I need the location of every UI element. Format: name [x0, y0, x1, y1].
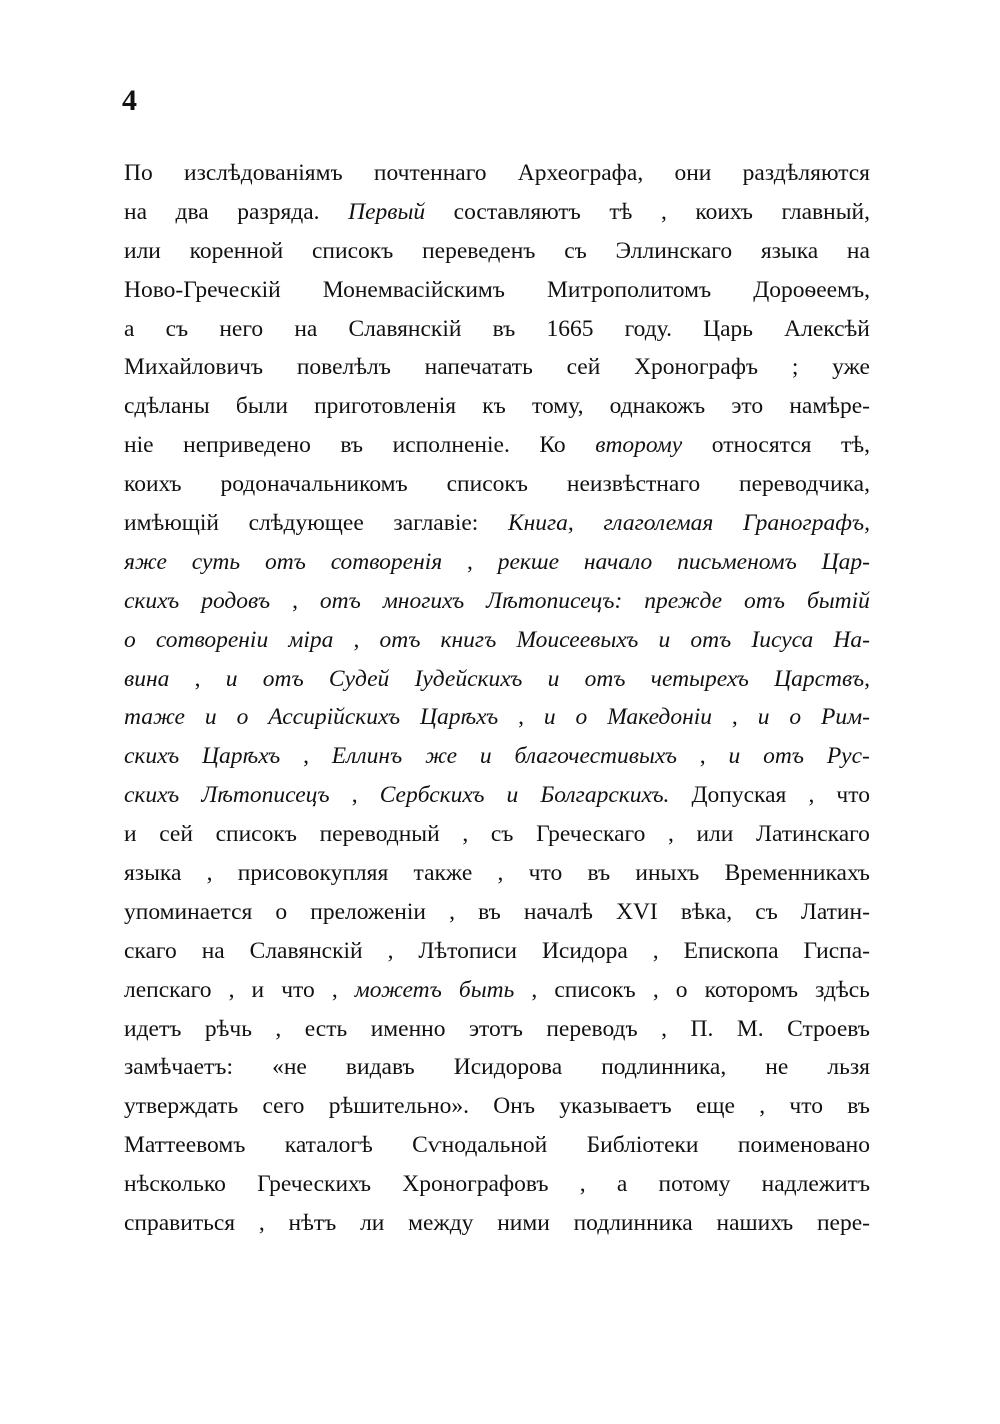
word: раздѣляются — [742, 160, 870, 186]
word: и — [506, 782, 519, 809]
word: Болгарскихъ. — [540, 782, 670, 809]
word: начало — [583, 548, 653, 575]
word: XVI — [615, 898, 658, 925]
word: скаго — [124, 937, 177, 964]
word: отъ — [264, 548, 306, 575]
word: сотворенія — [330, 548, 443, 575]
text-line — [124, 1204, 870, 1243]
text-line — [124, 193, 870, 232]
word: , — [699, 743, 706, 770]
word: , — [497, 860, 504, 887]
word: и — [225, 665, 238, 692]
word: сотвореніи — [155, 626, 269, 653]
word: Латин- — [800, 898, 870, 925]
text-line — [124, 621, 870, 660]
word: родовъ — [201, 587, 271, 614]
word: на — [846, 237, 870, 264]
word: Рим- — [821, 704, 870, 731]
word: Іисуса — [751, 626, 814, 653]
word: Гиспа- — [803, 937, 870, 964]
word: тѣ — [609, 198, 633, 225]
word: Греческихъ — [257, 1171, 372, 1198]
word: это — [731, 393, 764, 420]
word: коихъ — [124, 471, 182, 498]
word: , — [467, 548, 473, 575]
word: намѣре- — [789, 393, 870, 420]
word: отъ — [319, 587, 361, 614]
word: преложеніи — [310, 898, 426, 925]
word: относятся — [711, 432, 812, 459]
word: Судей — [328, 665, 390, 692]
word: сего — [262, 1093, 305, 1120]
word: книгъ — [440, 626, 497, 653]
word: яже — [124, 548, 167, 575]
word: исполненіе. — [392, 432, 510, 459]
word: можетъ — [354, 976, 442, 1003]
word: и — [204, 704, 217, 731]
word: , — [667, 821, 674, 848]
word: , — [449, 898, 455, 925]
word: , — [731, 704, 738, 731]
word: На- — [833, 626, 870, 653]
word: скихъ — [124, 782, 180, 809]
word: Лѣтописи — [418, 937, 517, 964]
word: ; — [791, 354, 799, 381]
word: Славянскій — [348, 315, 462, 342]
word: не — [765, 1054, 789, 1081]
word: , — [808, 782, 815, 809]
word: П. — [690, 1015, 714, 1042]
word: рѣшительно». — [328, 1093, 469, 1120]
word: именно — [370, 1015, 446, 1042]
word: указываетъ — [559, 1093, 672, 1120]
word: на — [124, 198, 148, 225]
word: списокъ — [446, 471, 528, 498]
word: него — [219, 315, 264, 342]
word: также — [413, 860, 473, 887]
word: Гранографъ, — [742, 510, 870, 537]
word: еще — [695, 1093, 735, 1120]
word: о — [236, 704, 249, 731]
text-line — [124, 1087, 870, 1126]
word: каталогѣ — [284, 1132, 373, 1159]
word: здѣсь — [815, 976, 870, 1003]
word: 1665 — [546, 315, 594, 342]
word: упоминается — [124, 898, 253, 925]
word: Монемвасійскимъ — [322, 276, 505, 303]
word: о — [675, 976, 688, 1003]
word: Алексѣй — [784, 315, 870, 342]
word: Эллинскаго — [615, 237, 733, 264]
word: и — [728, 743, 741, 770]
word: сдѣланы — [124, 393, 210, 420]
word: Сѵнодальной — [412, 1132, 548, 1159]
text-line — [124, 893, 870, 932]
word: подлинника — [573, 1210, 693, 1237]
word: Археографа, — [517, 160, 644, 186]
word: на — [294, 315, 318, 342]
word: міра — [288, 626, 334, 653]
word: присовокупляя — [237, 860, 389, 887]
word: и — [543, 704, 556, 731]
word: переводный — [319, 821, 440, 848]
word: благочестивыхъ — [514, 743, 677, 770]
word: М. — [736, 1015, 764, 1042]
word: съ — [165, 315, 189, 342]
word: Михайловичъ — [124, 354, 264, 381]
word: , — [652, 976, 659, 1003]
word: приготовленія — [314, 393, 457, 420]
word: языка — [124, 860, 182, 887]
text-line — [124, 815, 870, 854]
word: скихъ — [124, 587, 180, 614]
word: главный, — [781, 198, 870, 225]
text-line — [124, 426, 870, 465]
text-line — [124, 1165, 870, 1204]
word: которомъ — [704, 976, 799, 1003]
word: въ — [847, 1093, 870, 1120]
word: о — [124, 626, 136, 653]
text-line — [124, 154, 870, 193]
word: изслѣдованіямъ — [184, 160, 343, 186]
word: языка — [760, 237, 819, 264]
word: Митрополитомъ — [547, 276, 712, 303]
word: утверждать — [124, 1093, 239, 1120]
word: и — [479, 743, 492, 770]
word: Рус- — [826, 743, 870, 770]
word: , — [531, 976, 538, 1003]
word: тому, — [532, 393, 584, 420]
word: а — [124, 315, 135, 342]
word: Царѣхъ — [202, 743, 281, 770]
text-line — [124, 348, 870, 387]
word: Ассирійскихъ — [268, 704, 401, 731]
word: таже — [124, 704, 185, 731]
word: идетъ — [124, 1015, 182, 1042]
word: «не — [272, 1054, 307, 1081]
word: вѣка, — [680, 898, 733, 925]
word: коихъ — [695, 198, 753, 225]
word: Македоніи — [607, 704, 713, 731]
word: Маттеевомъ — [124, 1132, 246, 1159]
text-line — [124, 698, 870, 737]
word: Дороѳеемъ, — [753, 276, 870, 303]
word: слѣдующее — [248, 510, 364, 537]
word: началѣ — [523, 898, 593, 925]
word: на — [201, 937, 225, 964]
word: , — [579, 1171, 586, 1198]
word: или — [124, 237, 161, 264]
word: они — [674, 160, 712, 186]
word: неизвѣстнаго — [566, 471, 701, 498]
word: быть — [458, 976, 515, 1003]
word: переведенъ — [422, 237, 536, 264]
body-text — [124, 154, 870, 1243]
word: же — [425, 743, 458, 770]
word: подлинника, — [601, 1054, 727, 1081]
word: вина — [124, 665, 170, 692]
word: Онъ — [493, 1093, 535, 1120]
word: лепскаго — [124, 976, 212, 1003]
text-line — [124, 1126, 870, 1165]
text-line — [124, 1048, 870, 1087]
word: , — [387, 937, 394, 964]
text-line — [124, 854, 870, 893]
word: переводъ — [546, 1015, 638, 1042]
word: потому — [658, 1171, 731, 1198]
word: справиться — [124, 1210, 236, 1237]
word: , — [660, 198, 667, 225]
word: сей — [159, 821, 193, 848]
word: списокъ — [215, 821, 297, 848]
word: что — [789, 1093, 823, 1120]
text-line — [124, 465, 870, 504]
word: и — [251, 976, 265, 1003]
word: что — [836, 782, 870, 809]
word: , — [661, 1015, 668, 1042]
text-line — [124, 232, 870, 271]
word: о — [575, 704, 588, 731]
word: имѣющій — [124, 510, 219, 537]
word: Царствъ, — [774, 665, 870, 692]
word: поименовано — [737, 1132, 870, 1159]
text-line — [124, 387, 870, 426]
word: Книга, — [507, 510, 574, 537]
word: иныхъ — [635, 860, 700, 887]
word: , — [303, 743, 309, 770]
text-line — [124, 310, 870, 349]
word: , — [331, 976, 338, 1003]
word: Исидорова — [453, 1054, 563, 1081]
word: отъ — [690, 626, 732, 653]
text-line — [124, 932, 870, 971]
word: два — [175, 198, 209, 225]
word: ніе — [124, 432, 154, 459]
word: , — [228, 976, 235, 1003]
word: Лѣтописецъ: — [486, 587, 623, 614]
word: Царь — [703, 315, 753, 342]
word: Строевъ — [787, 1015, 870, 1042]
word: суть — [191, 548, 241, 575]
text-line — [124, 660, 870, 699]
word: видавъ — [345, 1054, 415, 1081]
word: въ — [340, 432, 364, 459]
text-line — [124, 776, 870, 815]
word: Еллинъ — [331, 743, 403, 770]
word: Сербскихъ — [379, 782, 485, 809]
word: По — [124, 160, 153, 186]
word: многихъ — [382, 587, 465, 614]
word: къ — [482, 393, 506, 420]
word: съ — [490, 821, 514, 848]
text-line — [124, 737, 870, 776]
word: четырехъ — [650, 665, 749, 692]
word: письменомъ — [677, 548, 797, 575]
word: рекше — [497, 548, 560, 575]
word: отъ — [744, 587, 785, 614]
word: , — [292, 587, 298, 614]
word: отъ — [379, 626, 421, 653]
word: , — [759, 1093, 766, 1120]
word: а — [616, 1171, 628, 1198]
word: , — [462, 821, 469, 848]
word: въ — [587, 860, 611, 887]
word: съ — [755, 898, 778, 925]
word: ними — [497, 1210, 550, 1237]
word: разряда. — [237, 198, 320, 225]
word: отъ — [262, 665, 304, 692]
word: неприведено — [183, 432, 311, 459]
word: или — [696, 821, 734, 848]
word: льзя — [827, 1054, 870, 1081]
word: , — [652, 937, 659, 964]
word: Іудейскихъ — [414, 665, 523, 692]
text-line — [124, 543, 870, 582]
word: съ — [564, 237, 587, 264]
word: ли — [360, 1210, 385, 1237]
word: нѣтъ — [288, 1210, 337, 1237]
word: коренной — [189, 237, 284, 264]
word: Латинскаго — [756, 821, 870, 848]
word: второму — [595, 432, 683, 459]
word: , — [353, 626, 360, 653]
word: Лѣтописецъ — [201, 782, 330, 809]
word: Первый — [348, 198, 426, 225]
word: Ко — [539, 432, 566, 459]
word: , — [258, 1210, 265, 1237]
word: Царѣхъ — [419, 704, 499, 731]
word: родоначальникомъ — [220, 471, 408, 498]
word: , — [518, 704, 524, 731]
word: уже — [832, 354, 870, 381]
word: нѣсколько — [124, 1171, 226, 1198]
text-line — [124, 1010, 870, 1049]
word: Греческаго — [536, 821, 646, 848]
word: Моисеевыхъ — [516, 626, 639, 653]
word: Библіотеки — [586, 1132, 699, 1159]
word: въ — [492, 315, 516, 342]
page-number: 4 — [122, 84, 137, 117]
word: надлежитъ — [761, 1171, 870, 1198]
word: Исидора — [541, 937, 628, 964]
word: напечатать — [424, 354, 533, 381]
word: нашихъ — [716, 1210, 794, 1237]
word: прежде — [644, 587, 723, 614]
word: списокъ — [554, 976, 636, 1003]
word: , — [275, 1015, 282, 1042]
word: и — [124, 821, 137, 848]
word: Славянскій — [249, 937, 363, 964]
word: Допуская — [691, 782, 787, 809]
word: Хронографовъ — [402, 1171, 549, 1198]
word: рѣчь — [204, 1015, 252, 1042]
word: есть — [304, 1015, 348, 1042]
word: отъ — [763, 743, 804, 770]
word: однакожъ — [609, 393, 706, 420]
word: составляютъ — [453, 198, 581, 225]
word: о — [275, 898, 288, 925]
word: пере- — [816, 1210, 870, 1237]
word: , — [206, 860, 213, 887]
word: заглавіе: — [393, 510, 479, 537]
word: Хронографъ — [634, 354, 759, 381]
word: замѣчаетъ: — [124, 1054, 233, 1081]
word: , — [351, 782, 358, 809]
word: повелѣлъ — [296, 354, 391, 381]
word: и — [757, 704, 770, 731]
word: и — [547, 665, 560, 692]
word: сей — [566, 354, 601, 381]
word: отъ — [584, 665, 626, 692]
text-line — [124, 271, 870, 310]
word: были — [235, 393, 288, 420]
word: переводчика, — [739, 471, 870, 498]
text-line — [124, 971, 870, 1010]
word: скихъ — [124, 743, 180, 770]
word: и — [658, 626, 671, 653]
word: списокъ — [312, 237, 394, 264]
word: что — [281, 976, 315, 1003]
word: въ — [478, 898, 501, 925]
word: бытій — [806, 587, 870, 614]
text-line — [124, 504, 870, 543]
word: Ново-Греческій — [124, 276, 281, 303]
word: почтеннаго — [373, 160, 487, 186]
word: что — [528, 860, 563, 887]
word: между — [408, 1210, 474, 1237]
word: Епископа — [683, 937, 779, 964]
word: о — [789, 704, 802, 731]
text-line — [124, 582, 870, 621]
word: году. — [624, 315, 672, 342]
word: Временникахъ — [724, 860, 870, 887]
word: тѣ, — [841, 432, 870, 459]
word: глаголемая — [603, 510, 714, 537]
word: , — [194, 665, 201, 692]
word: этотъ — [468, 1015, 523, 1042]
word: Цар- — [821, 548, 870, 575]
